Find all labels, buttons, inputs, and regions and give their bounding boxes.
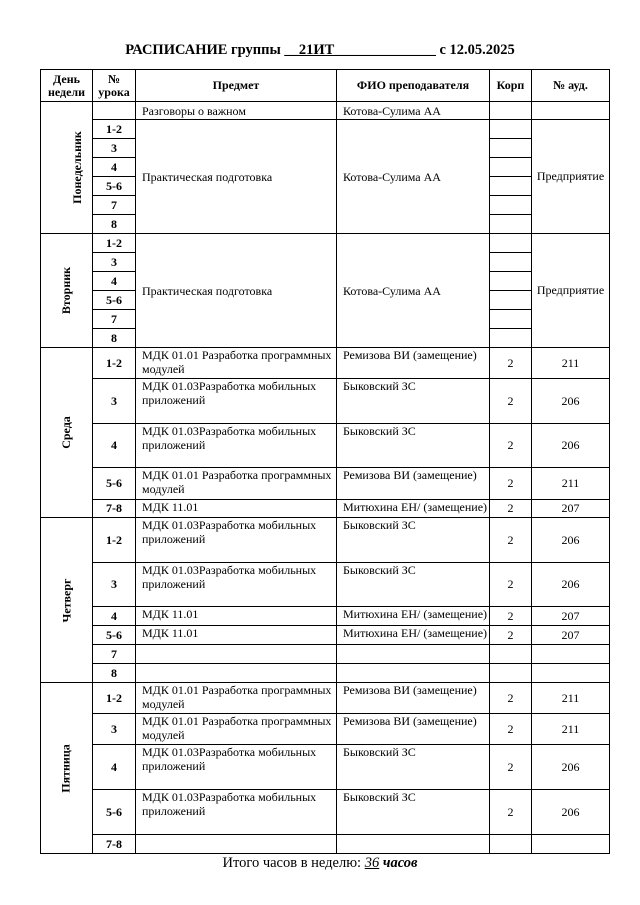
title-date: с 12.05.2025 xyxy=(435,42,515,58)
lesson-number: 3 xyxy=(93,253,136,272)
subject-cell: МДК 01.03Разработка мобильных приложений xyxy=(136,379,337,424)
header-korp: Корп xyxy=(490,70,532,102)
lesson-number: 1-2 xyxy=(93,348,136,379)
table-row xyxy=(41,120,610,139)
subject-cell: МДК 01.03Разработка мобильных приложений xyxy=(136,518,337,563)
lesson-number: 4 xyxy=(93,158,136,177)
table-row xyxy=(41,468,610,500)
table-row xyxy=(41,714,610,745)
korp-cell xyxy=(490,664,532,683)
room-cell xyxy=(532,102,610,120)
subject-cell: МДК 11.01 xyxy=(136,607,337,626)
title-prefix: РАСПИСАНИЕ группы xyxy=(125,42,285,58)
korp-cell: 2 xyxy=(490,379,532,424)
header-lesson: № урока xyxy=(93,70,136,102)
subject-cell: МДК 01.03Разработка мобильных приложений xyxy=(136,745,337,790)
room-cell: 206 xyxy=(532,424,610,468)
table-row xyxy=(41,790,610,835)
room-cell: 211 xyxy=(532,348,610,379)
lesson-number: 5-6 xyxy=(93,626,136,645)
table-row xyxy=(41,607,610,626)
lesson-number: 8 xyxy=(93,664,136,683)
korp-cell xyxy=(490,291,532,310)
korp-cell xyxy=(490,215,532,234)
korp-cell: 2 xyxy=(490,745,532,790)
table-row xyxy=(41,683,610,714)
day-name: Вторник xyxy=(59,266,73,315)
lesson-number: 4 xyxy=(93,424,136,468)
room-cell: 211 xyxy=(532,683,610,714)
table-row xyxy=(41,379,610,424)
room-cell: 211 xyxy=(532,468,610,500)
lesson-number: 7-8 xyxy=(93,835,136,854)
room-cell: 206 xyxy=(532,518,610,563)
weekly-total xyxy=(0,855,640,872)
room-cell: 206 xyxy=(532,790,610,835)
teacher-cell: Быковский ЗС xyxy=(337,790,490,835)
korp-cell: 2 xyxy=(490,468,532,500)
lesson-number: 8 xyxy=(93,215,136,234)
korp-cell: 2 xyxy=(490,500,532,518)
table-row xyxy=(41,664,610,683)
korp-cell xyxy=(490,177,532,196)
day-cell-tuesday xyxy=(41,234,93,348)
lesson-number: 7 xyxy=(93,196,136,215)
table-row xyxy=(41,500,610,518)
korp-cell: 2 xyxy=(490,683,532,714)
room-cell: 207 xyxy=(532,607,610,626)
lesson-number: 7-8 xyxy=(93,500,136,518)
korp-cell: 2 xyxy=(490,714,532,745)
teacher-cell: Быковский ЗС xyxy=(337,745,490,790)
header-teacher: ФИО преподавателя xyxy=(337,70,490,102)
subject-cell: МДК 01.03Разработка мобильных приложений xyxy=(136,790,337,835)
teacher-cell: Митюхина ЕН/ (замещение) xyxy=(337,607,490,626)
table-row xyxy=(41,102,610,120)
teacher-cell: Ремизова ВИ (замещение) xyxy=(337,348,490,379)
table-row xyxy=(41,745,610,790)
header-subject: Предмет xyxy=(136,70,337,102)
teacher-cell xyxy=(337,645,490,664)
day-cell-monday xyxy=(41,102,93,234)
lesson-number: 4 xyxy=(93,745,136,790)
lesson-number: 7 xyxy=(93,645,136,664)
total-label: Итого часов в неделю: xyxy=(222,855,365,871)
subject-cell: Практическая подготовка xyxy=(136,120,337,234)
day-cell-wednesday xyxy=(41,348,93,518)
header-day: День недели xyxy=(41,70,93,102)
subject-cell xyxy=(136,835,337,854)
korp-cell: 2 xyxy=(490,348,532,379)
subject-cell xyxy=(136,664,337,683)
table-row xyxy=(41,518,610,563)
teacher-cell: Быковский ЗС xyxy=(337,563,490,607)
room-cell xyxy=(532,835,610,854)
teacher-cell: Ремизова ВИ (замещение) xyxy=(337,468,490,500)
korp-cell: 2 xyxy=(490,790,532,835)
subject-cell: МДК 01.03Разработка мобильных приложений xyxy=(136,563,337,607)
schedule-table xyxy=(40,69,610,854)
teacher-cell: Быковский ЗС xyxy=(337,424,490,468)
lesson-number: 5-6 xyxy=(93,177,136,196)
korp-cell xyxy=(490,310,532,329)
lesson-number: 5-6 xyxy=(93,291,136,310)
room-cell: 206 xyxy=(532,379,610,424)
lesson-number: 3 xyxy=(93,379,136,424)
day-cell-thursday xyxy=(41,518,93,683)
teacher-cell xyxy=(337,664,490,683)
subject-cell: МДК 11.01 xyxy=(136,626,337,645)
subject-cell: МДК 01.01 Разработка программных модулей xyxy=(136,348,337,379)
lesson-number: 1-2 xyxy=(93,518,136,563)
subject-cell: Разговоры о важном xyxy=(136,102,337,120)
korp-cell xyxy=(490,272,532,291)
korp-cell xyxy=(490,196,532,215)
lesson-number: 1-2 xyxy=(93,683,136,714)
table-row xyxy=(41,563,610,607)
teacher-cell: Быковский ЗС xyxy=(337,518,490,563)
subject-cell: МДК 01.01 Разработка программных модулей xyxy=(136,714,337,745)
room-cell: 206 xyxy=(532,563,610,607)
korp-cell xyxy=(490,645,532,664)
subject-cell: Практическая подготовка xyxy=(136,234,337,348)
room-cell: Предприятие xyxy=(532,234,610,348)
lesson-number: 3 xyxy=(93,714,136,745)
lesson-number: 1-2 xyxy=(93,234,136,253)
subject-cell xyxy=(136,645,337,664)
subject-cell: МДК 01.01 Разработка программных модулей xyxy=(136,683,337,714)
teacher-cell: Ремизова ВИ (замещение) xyxy=(337,683,490,714)
day-name: Понедельник xyxy=(69,131,84,204)
korp-cell xyxy=(490,139,532,158)
korp-cell xyxy=(490,253,532,272)
lesson-number: 3 xyxy=(93,139,136,158)
teacher-cell: Быковский ЗС xyxy=(337,379,490,424)
lesson-number: 4 xyxy=(93,607,136,626)
group-name: __21ИТ______________ xyxy=(284,42,436,58)
room-cell: 207 xyxy=(532,500,610,518)
room-cell xyxy=(532,664,610,683)
korp-cell xyxy=(490,120,532,139)
day-name: Пятница xyxy=(59,743,73,793)
subject-cell: МДК 01.01 Разработка программных модулей xyxy=(136,468,337,500)
lesson-number: 5-6 xyxy=(93,468,136,500)
header-row xyxy=(41,70,610,102)
korp-cell xyxy=(490,835,532,854)
korp-cell xyxy=(490,234,532,253)
table-row xyxy=(41,645,610,664)
table-row xyxy=(41,424,610,468)
korp-cell: 2 xyxy=(490,563,532,607)
lesson-number xyxy=(93,102,136,120)
room-cell: Предприятие xyxy=(532,120,610,234)
korp-cell: 2 xyxy=(490,607,532,626)
korp-cell xyxy=(490,158,532,177)
lesson-number: 7 xyxy=(93,310,136,329)
page-title xyxy=(0,42,640,59)
subject-cell: МДК 11.01 xyxy=(136,500,337,518)
total-unit: часов xyxy=(382,855,418,871)
korp-cell: 2 xyxy=(490,518,532,563)
korp-cell xyxy=(490,329,532,348)
day-cell-friday xyxy=(41,683,93,854)
teacher-cell: Котова-Сулима АА xyxy=(337,102,490,120)
korp-cell: 2 xyxy=(490,424,532,468)
lesson-number: 3 xyxy=(93,563,136,607)
room-cell xyxy=(532,645,610,664)
teacher-cell: Ремизова ВИ (замещение) xyxy=(337,714,490,745)
lesson-number: 1-2 xyxy=(93,120,136,139)
teacher-cell: Котова-Сулима АА xyxy=(337,120,490,234)
teacher-cell: Митюхина ЕН/ (замещение) xyxy=(337,500,490,518)
lesson-number: 4 xyxy=(93,272,136,291)
room-cell: 211 xyxy=(532,714,610,745)
lesson-number: 5-6 xyxy=(93,790,136,835)
table-row xyxy=(41,348,610,379)
room-cell: 206 xyxy=(532,745,610,790)
lesson-number: 8 xyxy=(93,329,136,348)
teacher-cell xyxy=(337,835,490,854)
korp-cell: 2 xyxy=(490,626,532,645)
table-row xyxy=(41,626,610,645)
table-row xyxy=(41,234,610,253)
day-name: Среда xyxy=(58,416,73,449)
teacher-cell: Котова-Сулима АА xyxy=(337,234,490,348)
korp-cell xyxy=(490,102,532,120)
day-name: Четверг xyxy=(59,578,73,622)
header-room: № ауд. xyxy=(532,70,610,102)
table-row xyxy=(41,835,610,854)
total-hours: 36 xyxy=(364,855,380,871)
teacher-cell: Митюхина ЕН/ (замещение) xyxy=(337,626,490,645)
subject-cell: МДК 01.03Разработка мобильных приложений xyxy=(136,424,337,468)
room-cell: 207 xyxy=(532,626,610,645)
